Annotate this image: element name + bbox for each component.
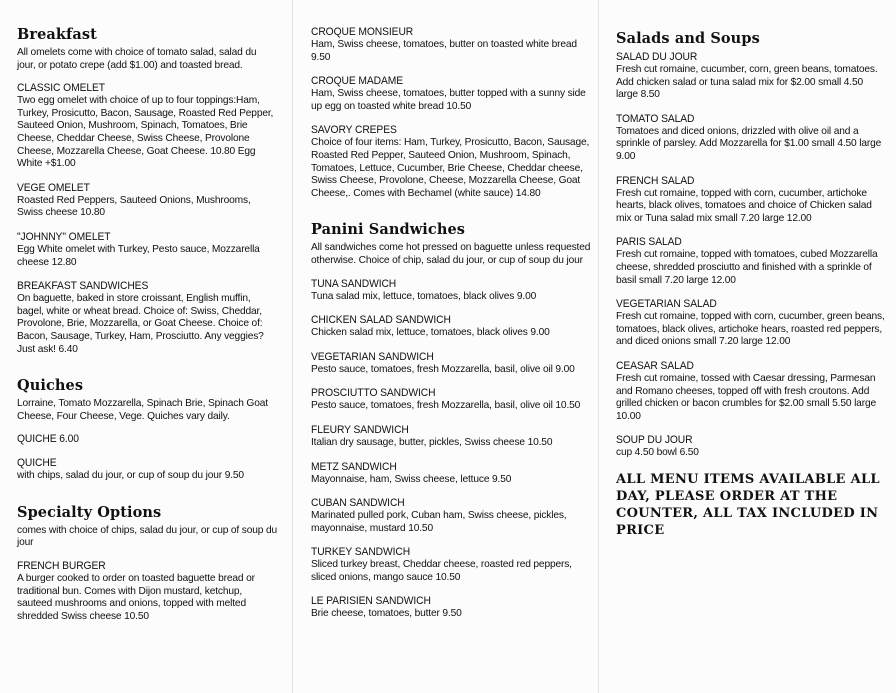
item-desc: Ham, Swiss cheese, tomatoes, butter on toasted white bread 9.50 (311, 39, 577, 63)
item-name: CHICKEN SALAD SANDWICH (311, 314, 451, 327)
menu-item (311, 424, 591, 450)
item-name: VEGE OMELET (17, 181, 90, 194)
item-desc: Pesto sauce, tomatoes, fresh Mozzarella, basil, olive oil 9.00 (311, 363, 575, 375)
item-desc: Chicken salad mix, lettuce, tomatoes, black olives 9.00 (311, 327, 550, 339)
item-name: CLASSIC OMELET (17, 82, 105, 95)
menu-item (616, 298, 886, 349)
item-name: QUICHE (17, 457, 57, 470)
panini-intro: All sandwiches come hot pressed on baguette unless requested otherwise. Choice of chip, salad du jour, or cup of soup du jour (311, 242, 591, 266)
item-name: SALAD DU JOUR (616, 51, 698, 63)
menu-item (616, 51, 886, 102)
item-name: LE PARISIEN SANDWICH (311, 595, 431, 608)
item-name: METZ SANDWICH (311, 460, 397, 473)
menu-item (311, 546, 591, 584)
item-name: TOMATO SALAD (616, 112, 695, 125)
breakfast-intro: All omelets come with choice of tomato salad, salad du jour, or potato crepe (add $1.00) and toasted bread. (17, 47, 257, 71)
item-desc: Mayonnaise, ham, Swiss cheese, lettuce 9.50 (311, 473, 512, 485)
item-desc: Tuna salad mix, lettuce, tomatoes, black olives 9.00 (311, 290, 537, 302)
item-desc: Fresh cut romaine, cucumber, corn, green beans, tomatoes. Add chicken salad or tuna salad mix for $2.00 small 4.50 large 8.50 (616, 64, 878, 101)
column-right (616, 30, 886, 539)
item-name: CUBAN SANDWICH (311, 497, 405, 510)
item-name: CROQUE MONSIEUR (311, 26, 414, 38)
fold-line-right (598, 0, 599, 693)
menu-item (17, 433, 277, 446)
menu-item (311, 75, 591, 113)
item-name: FRENCH BURGER (17, 560, 106, 573)
menu-item (311, 387, 591, 413)
menu-item (311, 26, 591, 64)
menu-item (616, 236, 886, 287)
item-desc: Fresh cut romaine, topped with corn, cucumber, green beans, tomatoes, black olives, artichoke hears, roasted red peppers, and diced onions small 7.20 large 12.00 (616, 311, 885, 348)
item-name: CROQUE MADAME (311, 75, 404, 88)
item-desc: Choice of four items: Ham, Turkey, Prosicutto, Bacon, Sausage, Roasted Red Pepper, Sauteed Onion, Mushroom, Spinach, Tomatoes, Lettuce, Cucumber, Brie Cheese, Cheddar cheese, Swiss Cheese, Provolone, Cheese, Mozzarella Cheese, Goat Cheese,. Comes with Bechamel (white sauce) 14.80 (311, 137, 590, 199)
item-name: SOUP DU JOUR (616, 434, 693, 447)
menu-item (311, 497, 591, 535)
menu-item (616, 113, 886, 164)
item-desc: On baguette, baked in store croissant, English muffin, bagel, white or wheat bread. Choice of: Swiss, Cheddar, Provolone, Brie, Mozzarella, or Goat Cheese. Choice of: Bacon, Sausage, Turkey, Ham, Prosciutto. Any veggies? Just ask! 6.40 (17, 293, 264, 355)
menu-item (311, 461, 591, 487)
order-notice: ALL MENU ITEMS AVAILABLE ALL DAY, PLEASE ORDER AT THE COUNTER, ALL TAX INCLUDED IN PRICE (616, 471, 880, 538)
section-title-specialty: Specialty Options (17, 503, 162, 521)
item-name: QUICHE 6.00 (17, 433, 79, 446)
item-desc: A burger cooked to order on toasted baguette bread or traditional bun. Comes with Dijon mustard, ketchup, sauteed mushrooms and onions, topped with melted shredded Swiss cheese 10.50 (17, 573, 255, 622)
item-name: PROSCIUTTO SANDWICH (311, 387, 436, 400)
menu-item (311, 124, 591, 200)
menu-item (311, 314, 591, 340)
item-desc: Italian dry sausage, butter, pickles, Swiss cheese 10.50 (311, 436, 553, 448)
item-name: VEGETARIAN SANDWICH (311, 350, 434, 363)
item-desc: Fresh cut romaine, topped with tomatoes, cubed Mozzarella cheese, shredded prosciutto and finished with a sprinkle of basil small 7.20 large 12.00 (616, 249, 878, 286)
item-desc: Pesto sauce, tomatoes, fresh Mozzarella, basil, olive oil 10.50 (311, 400, 581, 412)
item-desc: Egg White omelet with Turkey, Pesto sauce, Mozzarella cheese 12.80 (17, 243, 260, 268)
fold-line-left (292, 0, 293, 693)
item-name: FLEURY SANDWICH (311, 423, 409, 436)
item-desc: Tomatoes and diced onions, drizzled with olive oil and a sprinkle of parsley. Add Mozzarella for $1.00 small 4.50 large 9.00 (616, 125, 882, 162)
item-name: TURKEY SANDWICH (311, 546, 411, 559)
item-name: SAVORY CREPES (311, 124, 397, 137)
menu-item (311, 278, 591, 304)
menu-item (17, 457, 277, 483)
menu-item (17, 182, 277, 220)
menu-item (311, 595, 591, 621)
menu-item (311, 351, 591, 377)
menu-item (17, 280, 277, 356)
item-desc: cup 4.50 bowl 6.50 (616, 447, 699, 459)
menu-item (17, 560, 277, 623)
section-title-breakfast: Breakfast (17, 26, 97, 43)
item-name: CEASAR SALAD (616, 359, 694, 372)
item-desc: Fresh cut romaine, topped with corn, cucumber, artichoke hearts, black olives, tomatoes and choice of Chicken salad mix or Tuna salad mix small 7.20 large 12.00 (616, 187, 872, 224)
item-name: FRENCH SALAD (616, 174, 695, 187)
item-desc: Fresh cut romaine, tossed with Caesar dressing, Parmesan and Romano cheeses, topped off with fresh croutons. Add grilled chicken or bacon crumbles for $2.00 small 5.50 large 10.00 (616, 372, 876, 422)
section-title-panini: Panini Sandwiches (311, 221, 466, 239)
column-middle (311, 26, 591, 632)
item-name: VEGETARIAN SALAD (616, 298, 717, 311)
item-desc: Ham, Swiss cheese, tomatoes, butter topped with a sunny side up egg on toasted white bread 10.50 (311, 88, 586, 112)
item-desc: Sliced turkey breast, Cheddar cheese, roasted red peppers, sliced onions, mango sauce 10.50 (311, 559, 572, 583)
item-desc: with chips, salad du jour, or cup of soup du jour 9.50 (17, 470, 244, 482)
menu-item (616, 434, 886, 460)
item-name: "JOHNNY" OMELET (17, 230, 111, 243)
section-title-quiches: Quiches (17, 377, 84, 395)
item-desc: Brie cheese, tomatoes, butter 9.50 (311, 608, 462, 620)
quiches-intro: Lorraine, Tomato Mozzarella, Spinach Brie, Spinach Goat Cheese, Four Cheese, Vege. Quiches vary daily. (17, 398, 268, 422)
item-name: BREAKFAST SANDWICHES (17, 280, 149, 293)
menu-item (616, 175, 886, 226)
menu-item (17, 231, 277, 269)
menu-item (17, 82, 277, 171)
item-name: PARIS SALAD (616, 236, 682, 249)
item-name: TUNA SANDWICH (311, 277, 397, 290)
item-desc: Marinated pulled pork, Cuban ham, Swiss cheese, pickles, mayonnaise, mustard 10.50 (311, 510, 567, 534)
column-left (17, 26, 277, 634)
menu-item (616, 360, 886, 423)
item-desc: Roasted Red Peppers, Sauteed Onions, Mushrooms, Swiss cheese 10.80 (17, 194, 251, 219)
item-desc: Two egg omelet with choice of up to four toppings:Ham, Turkey, Prosicutto, Bacon, Sausage, Roasted Red Pepper, Sauteed Onion, Mushroom, Spinach, Tomatoes, Brie Cheese, Cheddar Cheese, Swiss Cheese, Provolone Cheese, Mozzarella Cheese, Goat Cheese. 10.80 Egg White +$1.00 (17, 95, 274, 170)
section-title-salads: Salads and Soups (616, 30, 760, 47)
specialty-intro: comes with choice of chips, salad du jour, or cup of soup du jour (17, 524, 277, 549)
